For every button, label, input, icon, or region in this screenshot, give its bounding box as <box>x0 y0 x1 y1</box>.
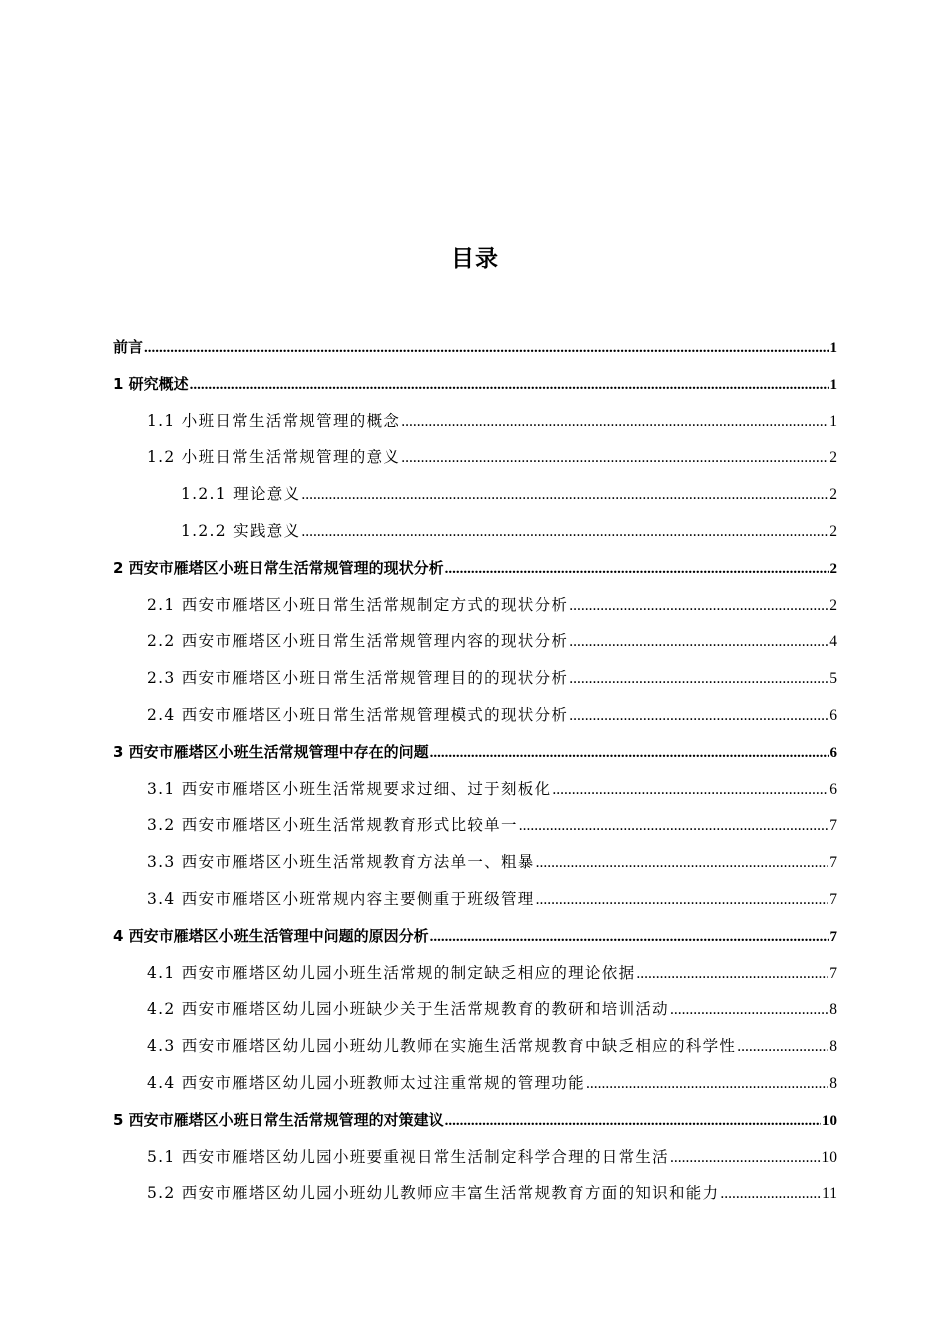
toc-entry[interactable] <box>113 918 837 955</box>
dot-leader <box>586 1066 828 1103</box>
toc-entry[interactable] <box>113 807 837 844</box>
toc-entry-page-number: 6 <box>829 744 837 761</box>
dot-leader <box>670 992 828 1029</box>
toc-entry-label: 3.4 西安市雁塔区小班常规内容主要侧重于班级管理 <box>147 889 535 908</box>
toc-entry[interactable] <box>113 1065 837 1102</box>
toc-entry[interactable] <box>113 660 837 697</box>
toc-entry-page-number: 2 <box>829 486 837 504</box>
toc-entry-page-number: 1 <box>829 376 837 393</box>
dot-leader <box>190 367 829 404</box>
toc-entry-page-number: 11 <box>822 1185 837 1203</box>
toc-entry-page-number: 7 <box>829 817 837 835</box>
toc-entry[interactable] <box>113 881 837 918</box>
dot-leader <box>430 919 829 956</box>
toc-entry[interactable] <box>113 403 837 440</box>
toc-entry-label: 2.2 西安市雁塔区小班日常生活常规管理内容的现状分析 <box>147 632 569 651</box>
toc-entry[interactable] <box>113 513 837 550</box>
dot-leader <box>445 551 829 588</box>
dot-leader <box>569 624 828 661</box>
toc-entry-page-number: 7 <box>829 854 837 872</box>
toc-entry[interactable] <box>113 476 837 513</box>
dot-leader <box>636 956 828 993</box>
toc-entry-label: 4.3 西安市雁塔区幼儿园小班幼儿教师在实施生活常规教育中缺乏相应的科学性 <box>147 1037 737 1056</box>
toc-entry[interactable] <box>113 366 837 403</box>
toc-entry[interactable] <box>113 623 837 660</box>
toc-entry[interactable] <box>113 734 837 771</box>
toc-entry[interactable] <box>113 329 837 366</box>
toc-entry[interactable] <box>113 1139 837 1176</box>
toc-entry[interactable] <box>113 1175 837 1212</box>
toc-entry-page-number: 7 <box>829 928 837 945</box>
toc-entry-page-number: 1 <box>829 412 837 430</box>
toc-entry-page-number: 8 <box>829 1001 837 1019</box>
toc-entry[interactable] <box>113 1102 837 1139</box>
toc-entry-label: 前言 <box>113 338 144 356</box>
toc-entry-label: 4 西安市雁塔区小班生活管理中问题的原因分析 <box>113 926 429 945</box>
toc-entry-page-number: 5 <box>829 670 837 688</box>
dot-leader <box>552 772 828 809</box>
dot-leader <box>301 514 828 551</box>
toc-entry-label: 4.2 西安市雁塔区幼儿园小班缺少关于生活常规教育的教研和培训活动 <box>147 1000 669 1019</box>
toc-entry[interactable] <box>113 1028 837 1065</box>
toc-entry-page-number: 8 <box>829 1074 837 1092</box>
dot-leader <box>737 1029 828 1066</box>
toc-entry-label: 1.1 小班日常生活常规管理的概念 <box>147 411 401 430</box>
toc-entry-label: 3.2 西安市雁塔区小班生活常规教育形式比较单一 <box>147 816 518 835</box>
dot-leader <box>536 882 829 919</box>
toc-entry-label: 2 西安市雁塔区小班日常生活常规管理的现状分析 <box>113 558 444 577</box>
toc-entry-label: 2.1 西安市雁塔区小班日常生活常规制定方式的现状分析 <box>147 595 569 614</box>
dot-leader <box>519 808 828 845</box>
toc-entry[interactable] <box>113 771 837 808</box>
toc-entry-label: 1.2 小班日常生活常规管理的意义 <box>147 448 401 467</box>
toc-entry-page-number: 2 <box>829 596 837 614</box>
toc-entry-page-number: 10 <box>822 1112 837 1129</box>
toc-entry-page-number: 6 <box>829 706 837 724</box>
toc-entry-label: 3 西安市雁塔区小班生活常规管理中存在的问题 <box>113 742 429 761</box>
dot-leader <box>569 698 828 735</box>
dot-leader <box>536 845 829 882</box>
toc-entry-label: 5 西安市雁塔区小班日常生活常规管理的对策建议 <box>113 1110 444 1129</box>
toc-entry[interactable] <box>113 697 837 734</box>
toc-entry-page-number: 6 <box>829 780 837 798</box>
toc-entry[interactable] <box>113 991 837 1028</box>
dot-leader <box>401 404 828 441</box>
toc-entry-label: 4.4 西安市雁塔区幼儿园小班教师太过注重常规的管理功能 <box>147 1073 585 1092</box>
toc-entry-label: 5.1 西安市雁塔区幼儿园小班要重视日常生活制定科学合理的日常生活 <box>147 1147 669 1166</box>
toc-entry-page-number: 2 <box>829 449 837 467</box>
toc-entry[interactable] <box>113 955 837 992</box>
toc-entry-page-number: 2 <box>829 560 837 577</box>
toc-entry[interactable] <box>113 587 837 624</box>
toc-entry-label: 2.4 西安市雁塔区小班日常生活常规管理模式的现状分析 <box>147 705 569 724</box>
toc-entry-page-number: 2 <box>829 522 837 540</box>
table-of-contents <box>113 329 837 1212</box>
dot-leader <box>670 1140 821 1177</box>
toc-entry-page-number: 4 <box>829 633 837 651</box>
toc-entry-page-number: 7 <box>829 890 837 908</box>
toc-entry[interactable] <box>113 439 837 476</box>
toc-entry-label: 3.1 西安市雁塔区小班生活常规要求过细、过于刻板化 <box>147 779 552 798</box>
toc-entry-label: 1.2.2 实践意义 <box>181 521 301 540</box>
dot-leader <box>569 588 828 625</box>
toc-entry-label: 1.2.1 理论意义 <box>181 485 301 504</box>
toc-title: 目录 <box>451 246 499 272</box>
toc-entry-label: 5.2 西安市雁塔区幼儿园小班幼儿教师应丰富生活常规教育方面的知识和能力 <box>147 1184 720 1203</box>
toc-entry-label: 1 研究概述 <box>113 374 189 393</box>
toc-entry-page-number: 10 <box>821 1148 837 1166</box>
dot-leader <box>720 1176 821 1213</box>
dot-leader <box>445 1103 821 1140</box>
dot-leader <box>144 330 828 367</box>
toc-entry-page-number: 8 <box>829 1038 837 1056</box>
toc-entry-label: 2.3 西安市雁塔区小班日常生活常规管理目的的现状分析 <box>147 669 569 688</box>
toc-entry-label: 4.1 西安市雁塔区幼儿园小班生活常规的制定缺乏相应的理论依据 <box>147 963 636 982</box>
dot-leader <box>301 477 828 514</box>
toc-entry[interactable] <box>113 550 837 587</box>
toc-entry-label: 3.3 西安市雁塔区小班生活常规教育方法单一、粗暴 <box>147 853 535 872</box>
dot-leader <box>401 440 828 477</box>
dot-leader <box>430 735 829 772</box>
toc-entry-page-number: 1 <box>829 340 837 356</box>
toc-entry[interactable] <box>113 844 837 881</box>
dot-leader <box>569 661 828 698</box>
toc-entry-page-number: 7 <box>829 964 837 982</box>
